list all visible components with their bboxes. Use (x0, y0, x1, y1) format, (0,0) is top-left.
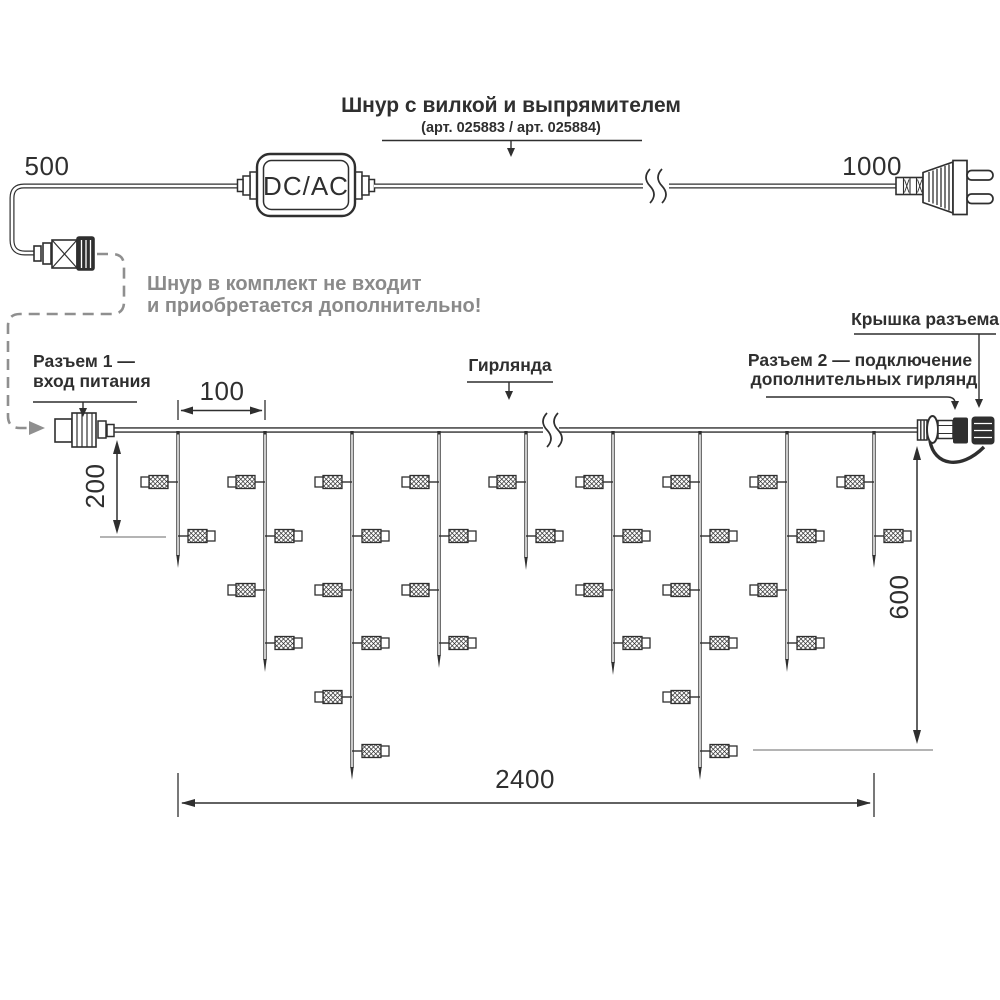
not-included-note-line2: и приобретается дополнительно! (147, 295, 482, 317)
light-bulb (362, 745, 381, 758)
light-bulb (275, 530, 294, 543)
light-bulb (710, 637, 729, 650)
adapter-right-rib-small (369, 180, 375, 192)
light-end-cap (207, 531, 215, 541)
light-bulb (623, 530, 642, 543)
light-bulb (758, 584, 777, 597)
light-bulb (671, 584, 690, 597)
light-end-cap (402, 585, 410, 595)
dim200-value: 200 (80, 463, 110, 509)
input-connector-collar-1 (98, 421, 106, 438)
not-included-note-line1: Шнур в комплект не входит (147, 273, 422, 295)
light-end-cap (468, 638, 476, 648)
light-end-cap (294, 638, 302, 648)
light-bulb (149, 476, 168, 489)
connector-rib-small (34, 246, 41, 261)
light-end-cap (816, 531, 824, 541)
light-bulb (497, 476, 516, 489)
end-connector-ring (927, 416, 938, 443)
cord-left-length-label: 500 (24, 151, 70, 181)
light-bulb (275, 637, 294, 650)
cap-label: Крышка разъема (851, 309, 999, 329)
plug-face (953, 161, 967, 215)
light-end-cap (816, 638, 824, 648)
light-end-cap (576, 477, 584, 487)
light-bulb (188, 530, 207, 543)
input-connector-nose (55, 419, 72, 442)
light-bulb (845, 476, 864, 489)
adapter-left-rib (243, 176, 250, 195)
light-bulb (536, 530, 555, 543)
adapter-label: DC/AC (263, 171, 349, 201)
garland-label: Гирлянда (468, 355, 552, 375)
light-bulb (410, 584, 429, 597)
end-connector-barrel (938, 421, 953, 439)
light-bulb (236, 476, 255, 489)
light-end-cap (555, 531, 563, 541)
light-bulb (758, 476, 777, 489)
light-bulb (323, 584, 342, 597)
end-connector-black-end (953, 418, 968, 444)
adapter-right-rib (362, 176, 369, 195)
light-bulb (362, 637, 381, 650)
light-bulb (410, 476, 429, 489)
cord-title: Шнур с вилкой и выпрямителем (341, 94, 681, 117)
light-end-cap (228, 585, 236, 595)
connector-rib (43, 243, 51, 264)
light-bulb (884, 530, 903, 543)
light-end-cap (489, 477, 497, 487)
light-end-cap (468, 531, 476, 541)
light-bulb (584, 476, 603, 489)
input-connector-collar-2 (107, 425, 114, 437)
plug-prong-top (967, 171, 993, 181)
light-bulb (671, 691, 690, 704)
light-end-cap (381, 746, 389, 756)
light-bulb (710, 745, 729, 758)
light-bulb (449, 637, 468, 650)
light-bulb (671, 476, 690, 489)
light-bulb (449, 530, 468, 543)
light-bulb (710, 530, 729, 543)
plug-prong-bottom (967, 194, 993, 204)
light-end-cap (729, 638, 737, 648)
light-end-cap (294, 531, 302, 541)
light-bulb (323, 476, 342, 489)
light-end-cap (903, 531, 911, 541)
light-end-cap (642, 531, 650, 541)
light-bulb (584, 584, 603, 597)
light-end-cap (402, 477, 410, 487)
dim600-value: 600 (884, 574, 914, 620)
light-end-cap (663, 477, 671, 487)
light-end-cap (663, 692, 671, 702)
cord-subtitle: (арт. 025883 / арт. 025884) (421, 120, 601, 136)
dc-ac-adapter (238, 154, 375, 216)
connector1-label-line2: вход питания (33, 371, 151, 391)
connector2-label-line1: Разъем 2 — подключение (747, 350, 973, 370)
light-end-cap (750, 585, 758, 595)
adapter-left-rib-small (238, 180, 244, 192)
light-end-cap (228, 477, 236, 487)
light-end-cap (381, 531, 389, 541)
light-end-cap (315, 585, 323, 595)
light-end-cap (315, 477, 323, 487)
light-end-cap (729, 531, 737, 541)
light-bulb (236, 584, 255, 597)
dim100-value: 100 (199, 376, 245, 406)
light-bulb (323, 691, 342, 704)
cord-right-length-label: 1000 (842, 151, 902, 181)
light-end-cap (837, 477, 845, 487)
light-end-cap (750, 477, 758, 487)
connector2-label-line2: дополнительных гирлянд (750, 369, 978, 389)
connector1-label-line1: Разъем 1 — (33, 351, 135, 371)
light-end-cap (315, 692, 323, 702)
light-bulb (623, 637, 642, 650)
dim2400-value: 2400 (495, 764, 555, 794)
end-connector-rib-piece (918, 420, 928, 440)
light-end-cap (381, 638, 389, 648)
light-end-cap (576, 585, 584, 595)
light-bulb (797, 530, 816, 543)
light-end-cap (642, 638, 650, 648)
light-bulb (797, 637, 816, 650)
light-end-cap (663, 585, 671, 595)
light-end-cap (729, 746, 737, 756)
light-bulb (362, 530, 381, 543)
light-end-cap (141, 477, 149, 487)
